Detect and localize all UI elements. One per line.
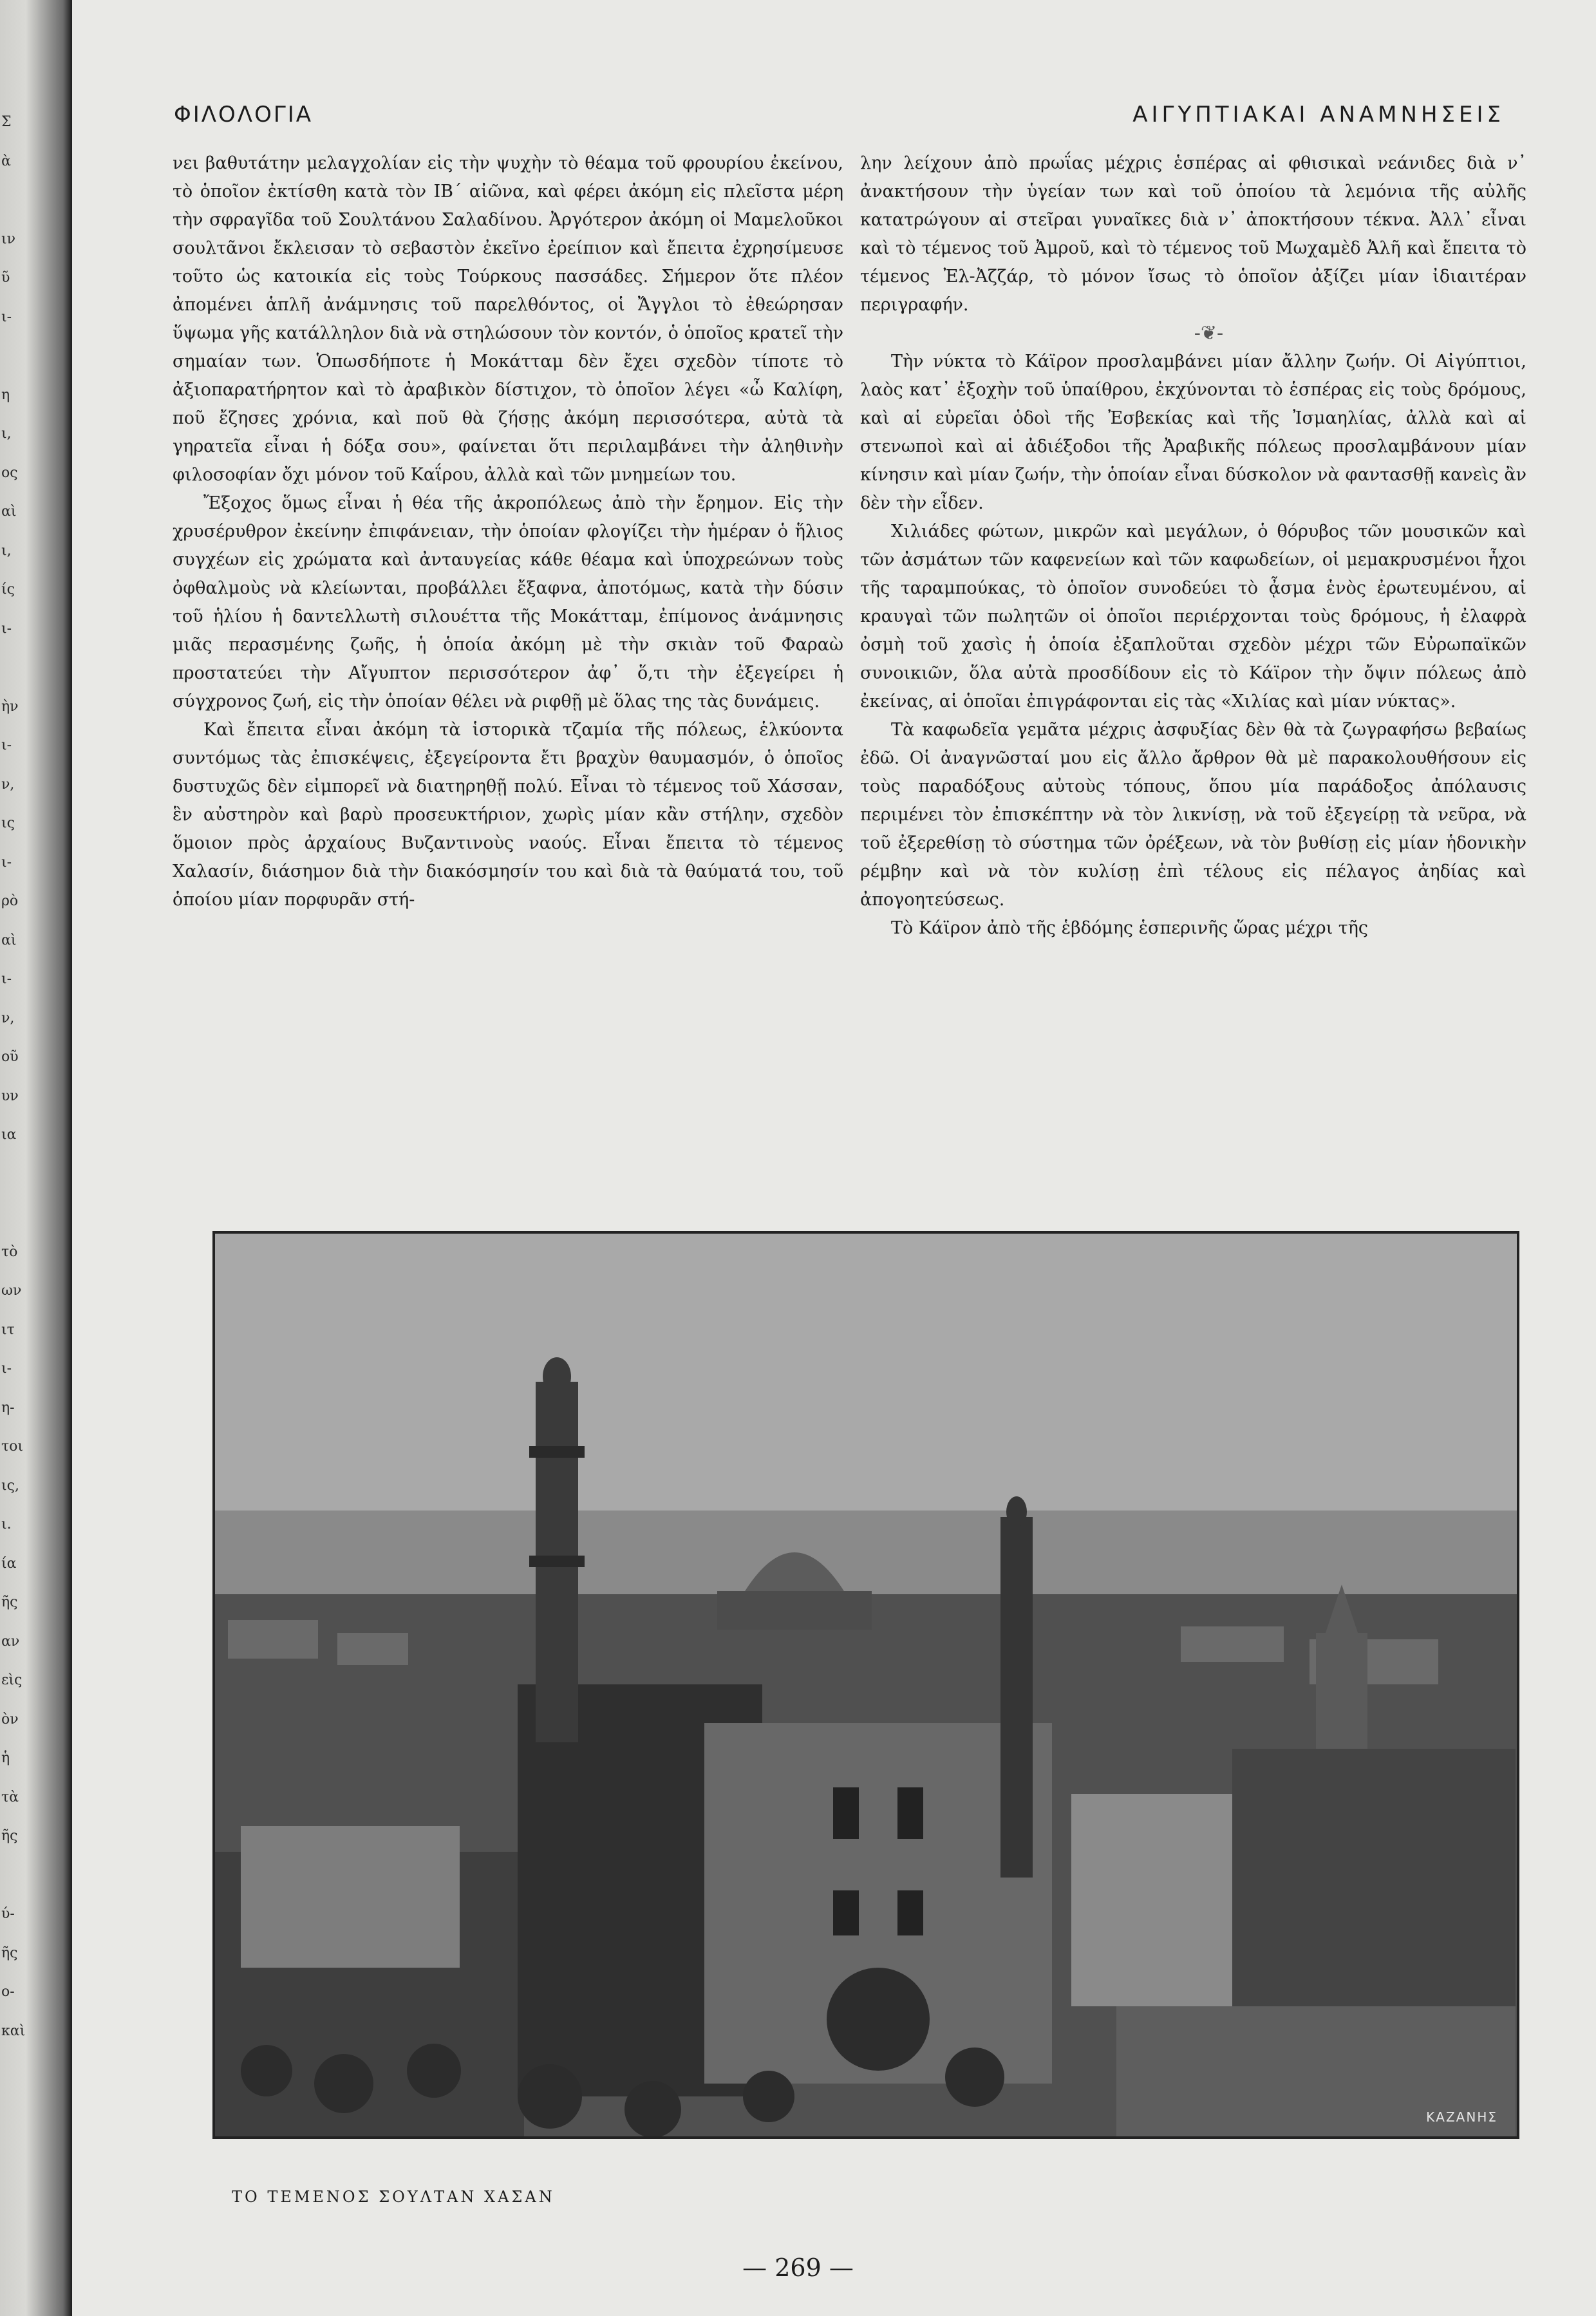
facing-page-fragment: Σ ὰ ιν ῦ ι- η ι, ος αὶ ι, ίς ι- ὴν ι- ν, ις ι- ρὸ αὶ ι- ν, οῦ υν ια τὸ ων ιτ ι- η- τοι ις, ι. ία ῆς αν εὶς ὸν ἡ τὰ ῆς ύ- ῆς ο- καὶ <box>1 114 26 2039</box>
paragraph: νει βαθυτάτην μελαγχολίαν εἰς τὴν ψυχὴν τὸ θέαμα τοῦ φρουρίου ἐκείνου, τὸ ὁποῖον ἐκτίσθη κατὰ τὸν ΙΒ΄ αἰῶνα, καὶ φέρει ἀκόμη εἰς πλεῖστα μέρη τὴν σφραγῖδα τοῦ Σουλτάνου Σαλαδίνου. Ἀργότερον ἀκόμη οἱ Μαμελοῦκοι σουλτᾶνοι ἔκλεισαν τὸ σεβαστὸν ἐκεῖνο ἐρείπιον καὶ ἔπειτα ἐχρησίμευσε τοῦτο ὡς κατοικία εἰς τοὺς Τούρκους πασσάδες. Σήμερον ὅτε πλέον ἀπομένει ἁπλῆ ἀνάμνησις τοῦ παρελθόντος, οἱ Ἄγγλοι τὸ ἐθεώρησαν ὕψωμα γῆς κατάλληλον διὰ νὰ στηλώσουν τὸν κοντόν, ὁ ὁποῖος κρατεῖ τὴν σημαίαν των. Ὁπωσδήποτε ἡ Μοκάτταμ δὲν ἔχει σχεδὸν τίποτε τὸ ἀξιοπαρατήρητον καὶ τὸ ἀραβικὸν δίστιχον, τὸ ὁποῖον λέγει «ὦ Καλίφη, ποῦ ἔζησες χρόνια, καὶ ποῦ θὰ ζήσῃς ἀκόμη περισσότερα, αὐτὰ τὰ γηρατεῖα εἶναι ἡ δόξα σου», φαίνεται ὅτι περιλαμβάνει τὴν ἀληθινὴν φιλοσοφίαν ὄχι μόνον τοῦ Καΐρου, ἀλλὰ καὶ τῶν μνημείων του. <box>173 153 843 485</box>
mosque-photograph <box>212 1231 1519 2139</box>
window <box>833 1787 859 1839</box>
minaret-balcony <box>529 1446 585 1458</box>
window <box>897 1787 923 1839</box>
minaret-cap <box>543 1357 571 1396</box>
book-binding-shadow <box>0 0 72 2316</box>
minaret-balcony <box>529 1556 585 1567</box>
paragraph: Τὰ καφωδεῖα γεμᾶτα μέχρις ἀσφυξίας δὲν θὰ τὰ ζωγραφήσω βεβαίως ἐδῶ. Οἱ ἀναγνῶσταί μου εἰς ἄλλο ἄρθρον θὰ μὲ παρακολουθήσουν εἰς τοὺς παραδόξους αὐτοὺς τόπους, ὅπου μία παράδοξος ἀπόλαυσις περιμένει τὸν ἐπισκέπτην νὰ τὸν λικνίσῃ, νὰ τοῦ ἐξεγείρῃ τὰ νεῦρα, νὰ τοῦ ἐξερεθίσῃ τὸ σύστημα τῶν ὀρέξεων, νὰ τὸν βυθίσῃ εἰς μίαν ἡδονικὴν ρέμβην καὶ νὰ τὸν κυλίσῃ ἐπὶ τέλους εἰς πέλαγος ἀηδίας καὶ ἀπογοητεύσεως. <box>860 720 1526 910</box>
paragraph: Τὴν νύκτα τὸ Κάϊρον προσλαμβάνει μίαν ἄλλην ζωήν. Οἱ Αἰγύπτιοι, λαὸς κατ᾽ ἐξοχὴν τοῦ ὑπαίθρου, ἐκχύνονται τὸ ἑσπέρας εἰς τοὺς δρόμους, καὶ αἱ εὐρεῖαι ὁδοὶ τῆς Ἐσβεκίας καὶ τῆς Ἰσμαηλίας, ἀλλὰ καὶ αἱ στενωποὶ καὶ αἱ ἀδιέξοδοι τῆς Ἀραβικῆς πόλεως προσλαμβάνουν μίαν κίνησιν καὶ μίαν ζωήν, τὴν ὁποίαν εἶναι δύσκολον νὰ φαντασθῇ κανεὶς ἂν δὲν τὴν εἶδεν. <box>860 352 1526 513</box>
paragraph: λην λείχουν ἀπὸ πρωΐας μέχρις ἑσπέρας αἱ φθισικαὶ νεάνιδες διὰ ν᾽ ἀνακτήσουν τὴν ὑγείαν των καὶ τοῦ ὁποίου τὰ λεμόνια τῆς αὐλῆς κατατρώγουν αἱ στεῖραι γυναῖκες διὰ ν᾽ ἀποκτήσουν τέκνα. Ἀλλ᾽ εἶναι καὶ τὸ τέμενος τοῦ Ἀμροῦ, καὶ τὸ τέμενος τοῦ Μωχαμὲδ Ἀλῆ καὶ ἔπειτα τὸ τέμενος Ἐλ-Ἀζζάρ, τὸ μόνον ἴσως τὸ ὁποῖον ἀξίζει μίαν ἰδιαιτέραν περιγραφήν. <box>860 153 1526 315</box>
paragraph: Χιλιάδες φώτων, μικρῶν καὶ μεγάλων, ὁ θόρυβος τῶν μουσικῶν καὶ τῶν ἀσμάτων τῶν καφενείων καὶ τῶν καφωδείων, οἱ μεμακρυσμένοι ἦχοι τῆς ταραμπούκας, τὸ ὁποῖον συνοδεύει τὸ ᾆσμα ἑνὸς ἐρωτευμένου, αἱ κραυγαὶ τῶν πωλητῶν οἱ ὁποῖοι περιέρχονται τοὺς δρόμους, ἡ ἐλαφρὰ ὀσμὴ τοῦ χασὶς ἡ ὁποία ἐξαπλοῦται σχεδὸν μέχρι τῶν Εὐρωπαϊκῶν συνοικιῶν, ὅλα αὐτὰ προσδίδουν εἰς τὸ Κάϊρον τὴν ὄψιν πόλεως ἀπὸ ἐκείνας, αἱ ὁποῖαι ἐπιγράφονται εἰς τὰς «Χιλίας καὶ μίαν νύκτας». <box>860 522 1526 711</box>
mosque-photo-illustration <box>215 1234 1517 2136</box>
window <box>833 1890 859 1935</box>
page-number: — 269 — <box>742 2254 854 2282</box>
running-title-left: ΦΙΛΟΛΟΓΙΑ <box>174 102 314 127</box>
text-column-left <box>173 149 843 1257</box>
arcade-building <box>241 1826 460 1968</box>
paragraph: Καὶ ἔπειτα εἶναι ἀκόμη τὰ ἱστορικὰ τζαμία τῆς πόλεως, ἑλκύοντα συντόμως τὰς ἐπισκέψεις, ἐξεγείροντα ἔτι βραχὺν θαυμασμόν, ὁ ὁποῖος δυστυχῶς δὲν εἰμπορεῖ νὰ διατηρηθῇ πολύ. Εἶναι τὸ τέμενος τοῦ Χάσσαν, ἓν αὐστηρὸν καὶ βαρὺ προσευκτήριον, χωρὶς μίαν κἂν στήλην, σχεδὸν ὅμοιον πρὸς ἀρχαίους Βυζαντινοὺς ναούς. Εἶναι ἔπειτα τὸ τέμενος Χαλασίν, διάσημον διὰ τὴν διακόσμησίν του καὶ διὰ τὰ θαύματά του, τοῦ ὁποίου μίαν πορφυρᾶν στή- <box>173 720 843 910</box>
minaret-center <box>1000 1517 1033 1878</box>
running-header <box>0 102 1596 140</box>
minaret-cap <box>1006 1496 1027 1527</box>
figure-caption: ΤΟ ΤΕΜΕΝΟΣ ΣΟΥΛΤΑΝ ΧΑΣΑΝ <box>232 2188 555 2206</box>
pale-building <box>1071 1794 1232 2006</box>
horizon-haze <box>215 1511 1517 1601</box>
window <box>897 1890 923 1935</box>
running-title-right: ΑΙΓΥΠΤΙΑΚΑΙ ΑΝΑΜΝΗΣΕΙΣ <box>1132 102 1505 127</box>
text-column-right <box>860 149 1526 1257</box>
paragraph: Τὸ Κάϊρον ἀπὸ τῆς ἑβδόμης ἑσπερινῆς ὥρας μέχρι τῆς <box>891 918 1369 938</box>
section-ornament: -❦- <box>1194 322 1224 344</box>
paragraph: Ἔξοχος ὅμως εἶναι ἡ θέα τῆς ἀκροπόλεως ἀπὸ τὴν ἔρημον. Εἰς τὴν χρυσέρυθρον ἐκείνην ἐπιφάνειαν, τὴν ὁποίαν φλογίζει τὴν ἡμέραν ὁ ἥλιος συγχέων εἰς χρώματα καὶ ἀνταυγείας κάθε θέαμα καὶ ὑποχρεώνων τοὺς ὀφθαλμοὺς νὰ κλείωνται, προβάλλει ἔξαφνα, ἀποτόμως, κατὰ τὴν δύσιν τοῦ ἡλίου ἡ δαντελλωτὴ σιλουέττα τῆς Μοκάτταμ, ἐπίμονος ἀνάμνησις μιᾶς περασμένης ζωῆς, ἡ ὁποία ἀκόμη μὲ τὴν σκιὰν τοῦ Φαραὼ προστατεύει τὴν Αἴγυπτον περισσότερον ἀφ᾽ ὅ,τι τὴν ἐξεγείρει ἡ σύγχρονος ζωή, εἰς τὴν ὁποίαν θέλει νὰ ριφθῇ μὲ ὅλας της τὰς δυνάμεις. <box>173 493 843 711</box>
photographer-mark: ΚΑΖΑΝΗΣ <box>1426 2109 1497 2125</box>
dome-drum <box>717 1591 872 1630</box>
